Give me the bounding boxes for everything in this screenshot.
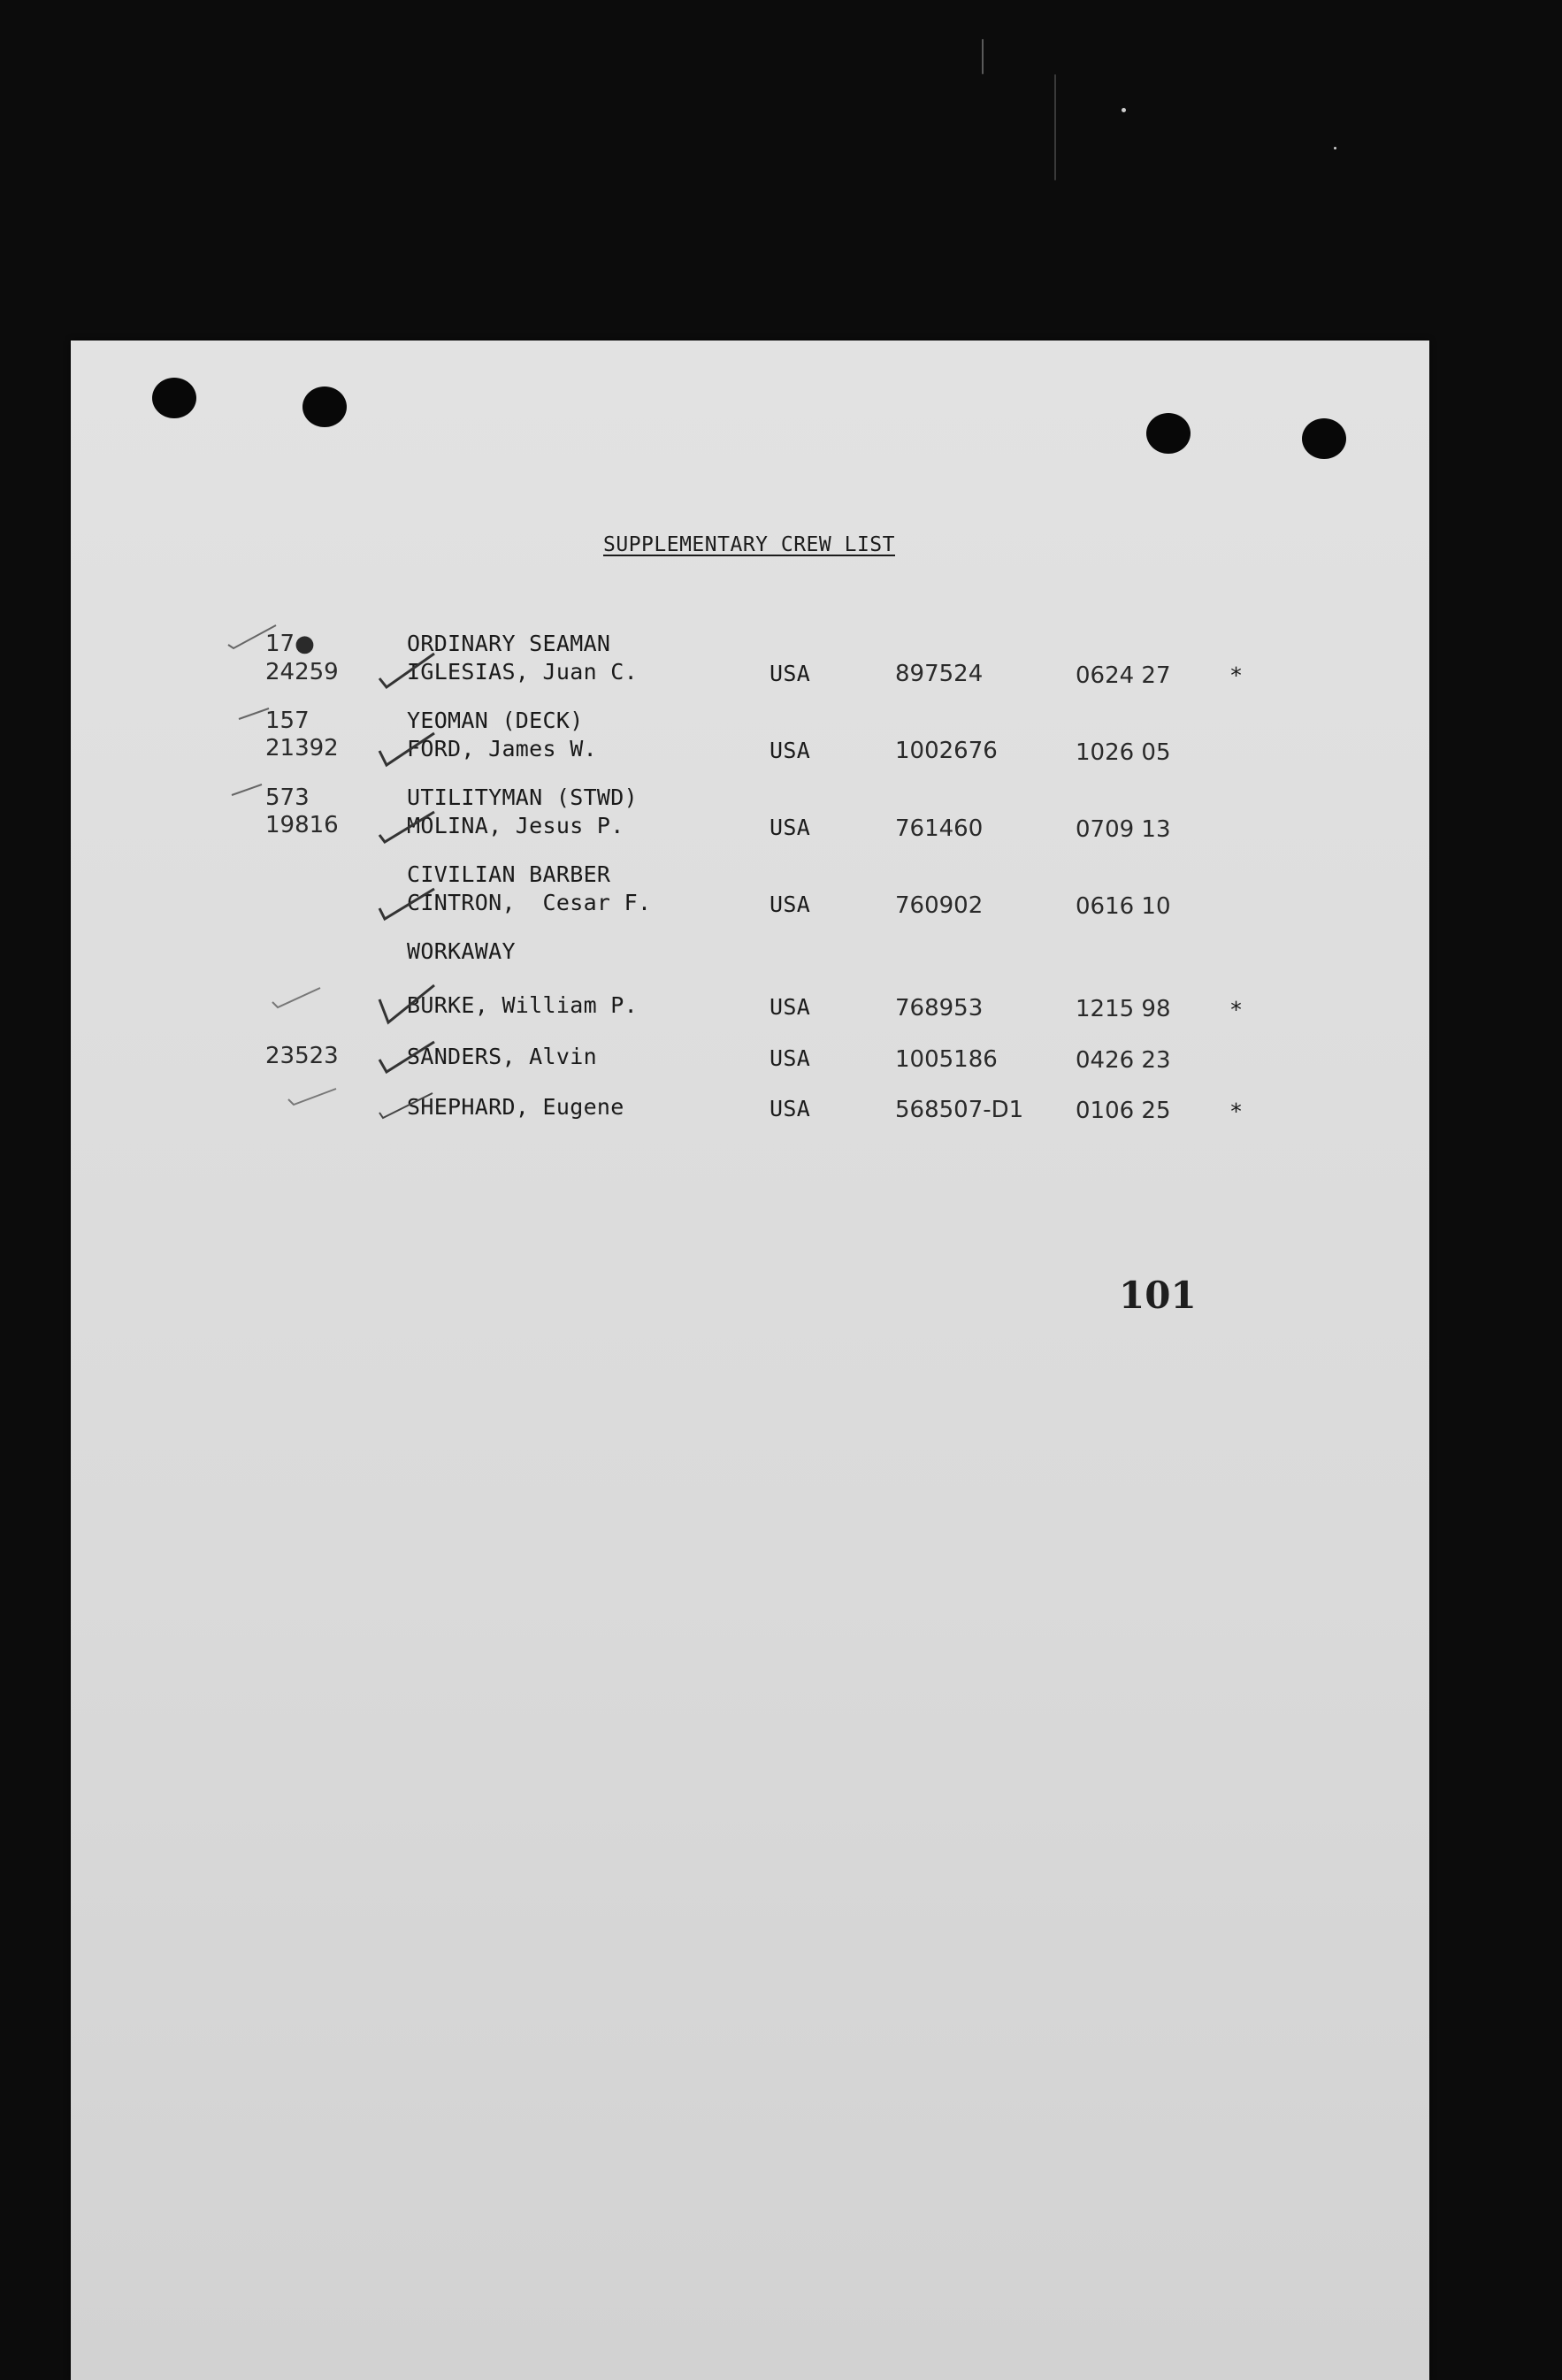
scan-speck bbox=[1122, 108, 1126, 112]
entry-rating: CIVILIAN BARBER bbox=[407, 861, 611, 887]
entry-nationality: USA bbox=[770, 994, 811, 1020]
entry-date: 1215 98 bbox=[1076, 996, 1171, 1022]
entry-rating: UTILITYMAN (STWD) bbox=[407, 784, 638, 810]
entry-margin-number: 19816 bbox=[265, 812, 339, 838]
entry-name: BURKE, William P. bbox=[407, 992, 638, 1018]
entry-number: 1002676 bbox=[895, 738, 998, 764]
margin-tick-icon bbox=[230, 779, 265, 800]
entry-name: MOLINA, Jesus P. bbox=[407, 813, 624, 838]
checkmark-icon bbox=[376, 882, 438, 922]
entry-nationality: USA bbox=[770, 1045, 811, 1071]
checkmark-icon bbox=[376, 805, 438, 845]
margin-tick-icon bbox=[287, 1085, 340, 1112]
entry-number: 760902 bbox=[895, 892, 984, 919]
entry-rating: YEOMAN (DECK) bbox=[407, 708, 584, 733]
entry-name: FORD, James W. bbox=[407, 736, 597, 761]
entry-number: 568507-D1 bbox=[895, 1097, 1024, 1123]
margin-tick-icon bbox=[271, 983, 324, 1014]
entry-margin-number: 157 bbox=[265, 708, 310, 734]
entry-date: 0616 10 bbox=[1076, 893, 1171, 920]
scan-speck bbox=[1334, 147, 1336, 149]
entry-date: 0624 27 bbox=[1076, 662, 1171, 689]
entry-nationality: USA bbox=[770, 738, 811, 763]
entry-margin-number: 23523 bbox=[265, 1043, 339, 1069]
checkmark-icon bbox=[376, 1088, 438, 1123]
entry-name: SHEPHARD, Eugene bbox=[407, 1094, 624, 1120]
scan-speck bbox=[982, 39, 984, 74]
entry-rating: WORKAWAY bbox=[407, 938, 516, 964]
punch-hole bbox=[1146, 413, 1191, 454]
margin-tick-icon bbox=[226, 622, 279, 657]
entry-rating: ORDINARY SEAMAN bbox=[407, 631, 611, 656]
entry-number: 768953 bbox=[895, 995, 984, 1022]
checkmark-icon bbox=[376, 728, 438, 768]
entry-date: 0426 23 bbox=[1076, 1047, 1171, 1074]
punch-hole bbox=[302, 386, 347, 427]
page-number: 101 bbox=[1119, 1274, 1197, 1317]
checkmark-icon bbox=[376, 1037, 438, 1076]
entry-mark: * bbox=[1229, 997, 1244, 1022]
punch-hole bbox=[1302, 418, 1346, 459]
scan-speck bbox=[1054, 74, 1056, 180]
entry-number: 897524 bbox=[895, 661, 984, 687]
entry-nationality: USA bbox=[770, 1096, 811, 1121]
document-page bbox=[71, 341, 1429, 2380]
entry-margin-number: 21392 bbox=[265, 735, 339, 761]
entry-margin-number: 17● bbox=[265, 631, 315, 657]
entry-number: 761460 bbox=[895, 815, 984, 842]
entry-date: 1026 05 bbox=[1076, 739, 1171, 766]
entry-mark: * bbox=[1229, 662, 1244, 688]
margin-tick-icon bbox=[237, 703, 272, 724]
entry-date: 0106 25 bbox=[1076, 1098, 1171, 1124]
entry-name: IGLESIAS, Juan C. bbox=[407, 659, 638, 685]
entry-margin-number: 573 bbox=[265, 784, 310, 811]
checkmark-icon bbox=[376, 650, 438, 690]
punch-hole bbox=[152, 378, 196, 418]
entry-name: SANDERS, Alvin bbox=[407, 1044, 597, 1069]
entry-nationality: USA bbox=[770, 661, 811, 686]
entry-name: CINTRON, Cesar F. bbox=[407, 890, 652, 915]
entry-date: 0709 13 bbox=[1076, 816, 1171, 843]
entry-nationality: USA bbox=[770, 892, 811, 917]
entry-margin-number: 24259 bbox=[265, 659, 339, 685]
entry-nationality: USA bbox=[770, 815, 811, 840]
checkmark-icon bbox=[376, 982, 438, 1026]
page-title: SUPPLEMENTARY CREW LIST bbox=[603, 533, 895, 556]
entry-mark: * bbox=[1229, 1098, 1244, 1124]
entry-number: 1005186 bbox=[895, 1046, 998, 1073]
